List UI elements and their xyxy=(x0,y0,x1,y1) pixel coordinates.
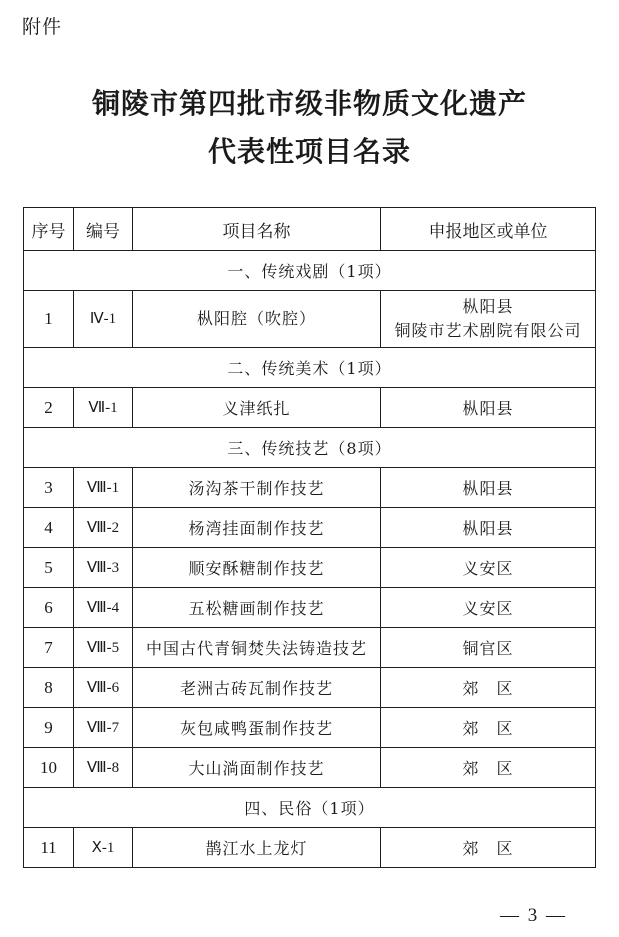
region-line: 铜陵市艺术剧院有限公司 xyxy=(394,321,582,340)
table-row xyxy=(24,291,596,348)
name-cell: 中国古代青铜焚失法铸造技艺 xyxy=(133,628,381,668)
code-cell: Ⅷ-1 xyxy=(74,468,133,508)
region-line: 枞阳县 xyxy=(462,399,514,418)
attachment-label: 附件 xyxy=(22,16,63,38)
code-cell: Ⅷ-7 xyxy=(74,708,133,748)
region-line: 义安区 xyxy=(462,599,514,618)
code-cell: Ⅷ-5 xyxy=(74,628,133,668)
page-number: — 3 — xyxy=(500,905,567,926)
page-title-line1: 铜陵市第四批市级非物质文化遗产 xyxy=(91,87,527,120)
category-label: 四、民俗（1项） xyxy=(24,788,596,828)
seq-cell: 1 xyxy=(24,291,74,348)
seq-cell: 8 xyxy=(24,668,74,708)
seq-cell: 9 xyxy=(24,708,74,748)
header-seq: 序号 xyxy=(24,208,74,251)
category-row xyxy=(24,788,596,828)
category-row xyxy=(24,428,596,468)
seq-cell: 4 xyxy=(24,508,74,548)
name-cell: 大山淌面制作技艺 xyxy=(133,748,381,788)
name-cell: 枞阳腔（吹腔） xyxy=(133,291,381,348)
region-line: 郊 区 xyxy=(462,679,514,698)
name-cell: 汤沟茶干制作技艺 xyxy=(133,468,381,508)
seq-cell: 5 xyxy=(24,548,74,588)
seq-cell: 7 xyxy=(24,628,74,668)
page-title-line2: 代表性项目名录 xyxy=(207,135,411,168)
seq-cell: 2 xyxy=(24,388,74,428)
table-row xyxy=(24,748,596,788)
code-cell: Ⅹ-1 xyxy=(74,828,133,868)
region-cell xyxy=(381,388,596,428)
region-cell xyxy=(381,508,596,548)
region-cell xyxy=(381,468,596,508)
table-row xyxy=(24,388,596,428)
region-cell xyxy=(381,708,596,748)
code-cell: Ⅷ-3 xyxy=(74,548,133,588)
region-line: 义安区 xyxy=(462,559,514,578)
region-cell xyxy=(381,828,596,868)
region-cell xyxy=(381,588,596,628)
code-cell: Ⅷ-2 xyxy=(74,508,133,548)
seq-cell: 6 xyxy=(24,588,74,628)
region-cell xyxy=(381,748,596,788)
code-cell: Ⅷ-4 xyxy=(74,588,133,628)
category-row xyxy=(24,251,596,291)
region-cell xyxy=(381,291,596,348)
code-cell: Ⅷ-6 xyxy=(74,668,133,708)
region-line: 铜官区 xyxy=(462,639,514,658)
region-line: 枞阳县 xyxy=(462,297,514,316)
heritage-list-table xyxy=(23,207,596,868)
seq-cell: 11 xyxy=(24,828,74,868)
category-label: 一、传统戏剧（1项） xyxy=(24,251,596,291)
header-code: 编号 xyxy=(74,208,133,251)
name-cell: 顺安酥糖制作技艺 xyxy=(133,548,381,588)
region-line: 郊 区 xyxy=(462,719,514,738)
region-cell xyxy=(381,668,596,708)
table-row xyxy=(24,828,596,868)
name-cell: 五松糖画制作技艺 xyxy=(133,588,381,628)
region-line: 枞阳县 xyxy=(462,479,514,498)
header-region: 申报地区或单位 xyxy=(381,208,596,251)
code-cell: Ⅷ-8 xyxy=(74,748,133,788)
category-row xyxy=(24,348,596,388)
region-cell xyxy=(381,548,596,588)
table-row xyxy=(24,588,596,628)
name-cell: 灰包咸鸭蛋制作技艺 xyxy=(133,708,381,748)
code-cell: Ⅶ-1 xyxy=(74,388,133,428)
table-row xyxy=(24,508,596,548)
name-cell: 义津纸扎 xyxy=(133,388,381,428)
table-row xyxy=(24,668,596,708)
region-line: 枞阳县 xyxy=(462,519,514,538)
category-label: 二、传统美术（1项） xyxy=(24,348,596,388)
region-line: 郊 区 xyxy=(462,839,514,858)
header-name: 项目名称 xyxy=(133,208,381,251)
code-cell: Ⅳ-1 xyxy=(74,291,133,348)
table-row xyxy=(24,468,596,508)
region-cell xyxy=(381,628,596,668)
seq-cell: 10 xyxy=(24,748,74,788)
name-cell: 鹊江水上龙灯 xyxy=(133,828,381,868)
region-line: 郊 区 xyxy=(462,759,514,778)
table-row xyxy=(24,708,596,748)
table-row xyxy=(24,628,596,668)
category-label: 三、传统技艺（8项） xyxy=(24,428,596,468)
table-row xyxy=(24,548,596,588)
table-body xyxy=(24,251,596,868)
table-header-row xyxy=(24,208,596,251)
name-cell: 杨湾挂面制作技艺 xyxy=(133,508,381,548)
name-cell: 老洲古砖瓦制作技艺 xyxy=(133,668,381,708)
seq-cell: 3 xyxy=(24,468,74,508)
